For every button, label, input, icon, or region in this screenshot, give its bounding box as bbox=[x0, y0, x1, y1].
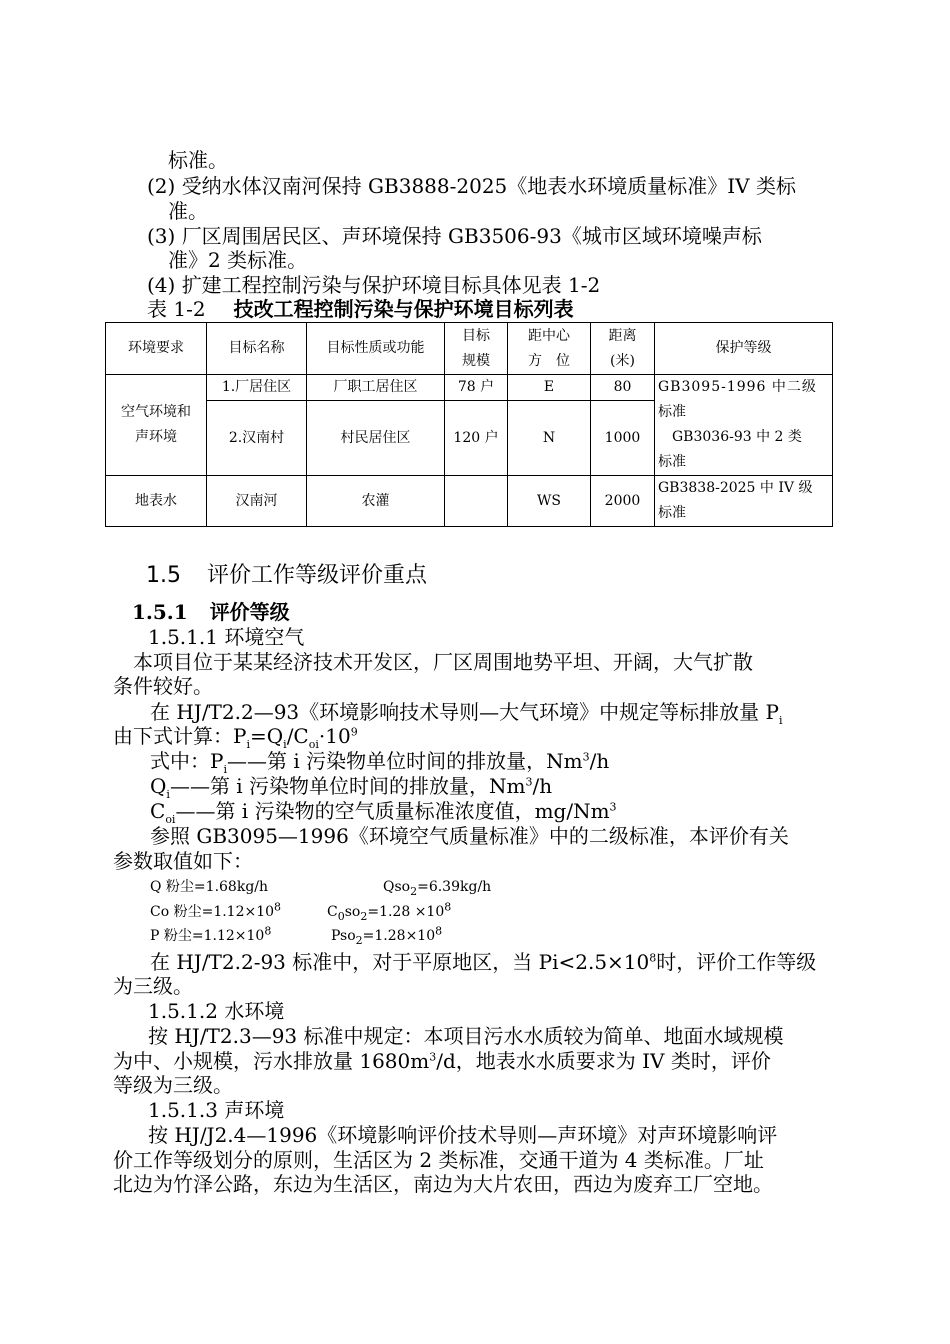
table-number: 表 1-2 bbox=[147, 297, 206, 321]
header-cell: 保护等级 bbox=[655, 323, 833, 375]
body-line: 条件较好。 bbox=[113, 674, 213, 698]
body-line: 按 HJ/J2.4—1996《环境影响评价技术导则—声环境》对声环境影响评 bbox=[148, 1123, 778, 1147]
intro-line: 标准。 bbox=[168, 148, 228, 172]
body-line: 在 HJ/T2.2—93《环境影响技术导则—大气环境》中规定等标排放量 $P_i$ bbox=[150, 700, 783, 727]
subsection-title: 评价等级 bbox=[209, 600, 290, 624]
table-cell: N bbox=[508, 401, 591, 476]
table-cell: 1.厂居住区 bbox=[207, 375, 307, 401]
table-cell: GB3095-1996 中二级 标准 GB3036-93 中 2 类 标准 bbox=[655, 375, 833, 476]
table-cell: E bbox=[508, 375, 591, 401]
table-cell: 78 户 bbox=[445, 375, 508, 401]
table-cell: 空气环境和 声环境 bbox=[106, 375, 207, 476]
formula-definition: $C_{oi}——$第 i 污染物的空气质量标准浓度值，mg/Nm$^3$ bbox=[150, 799, 617, 826]
body-line: 本项目位于某某经济技术开发区，厂区周围地势平坦、开阔，大气扩散 bbox=[133, 650, 753, 674]
section-title: 评价工作等级评价重点 bbox=[207, 563, 428, 588]
table-cell: 厂职工居住区 bbox=[307, 375, 445, 401]
table-cell: 农灌 bbox=[307, 476, 445, 527]
intro-line: 准》2 类标准。 bbox=[168, 248, 308, 272]
table-row bbox=[106, 375, 833, 401]
param-value: Q 粉尘=1.68kg/h bbox=[150, 879, 269, 895]
body-line: 等级为三级。 bbox=[113, 1073, 233, 1097]
intro-line: 准。 bbox=[168, 199, 208, 223]
body-line: 价工作等级划分的原则，生活区为 2 类标准，交通干道为 4 类标准。厂址 bbox=[113, 1148, 764, 1172]
section-heading bbox=[146, 562, 427, 590]
body-line: 在 HJ/T2.2-93 标准中，对于平原地区，当 $Pi<2.5\times 10^8$时，评价工作等级 bbox=[150, 950, 817, 974]
body-line: 参数取值如下： bbox=[113, 849, 253, 873]
header-cell: 距离 (米) bbox=[591, 323, 655, 375]
header-cell: 目标名称 bbox=[207, 323, 307, 375]
formula-definition: 式中：$P_i——$第 i 污染物单位时间的排放量，Nm$^3$/h bbox=[150, 749, 610, 776]
intro-line: (4) 扩建工程控制污染与保护环境目标具体见表 1-2 bbox=[147, 273, 601, 297]
table-cell: GB3838-2025 中 IV 级 标准 bbox=[655, 476, 833, 527]
table-cell: 2000 bbox=[591, 476, 655, 527]
param-value: Co 粉尘$=1.12\times 10^8$ bbox=[150, 900, 282, 920]
header-cell: 环境要求 bbox=[106, 323, 207, 375]
body-line: 参照 GB3095—1996《环境空气质量标准》中的二级标准，本评价有关 bbox=[150, 824, 789, 848]
table-cell: 汉南河 bbox=[207, 476, 307, 527]
subsubsection-heading: 1.5.1.3 声环境 bbox=[148, 1098, 285, 1122]
intro-line: (2) 受纳水体汉南河保持 GB3888-2025《地表水环境质量标准》IV 类标 bbox=[147, 174, 796, 198]
subsection-number: 1.5.1 bbox=[132, 600, 188, 624]
subsection-heading bbox=[132, 600, 290, 624]
formula-line: 由下式计算：$P_i=Q_i/C_{oi}\cdot 10^9$ bbox=[113, 724, 358, 751]
table-cell: 村民居住区 bbox=[307, 401, 445, 476]
body-line: 按 HJ/T2.3—93 标准中规定：本项目污水水质较为简单、地面水域规模 bbox=[148, 1024, 784, 1048]
body-line: 北边为竹泽公路，东边为生活区，南边为大片农田，西边为废弃工厂空地。 bbox=[113, 1172, 773, 1196]
table-cell: WS bbox=[508, 476, 591, 527]
subsubsection-heading: 1.5.1.2 水环境 bbox=[148, 999, 285, 1023]
table-cell: 1000 bbox=[591, 401, 655, 476]
header-cell: 目标 规模 bbox=[445, 323, 508, 375]
param-value: P 粉尘$=1.12\times 10^8$ bbox=[150, 924, 272, 944]
subsubsection-heading: 1.5.1.1 环境空气 bbox=[148, 625, 305, 649]
intro-line: (3) 厂区周围居民区、声环境保持 GB3506-93《城市区域环境噪声标 bbox=[147, 224, 762, 248]
table-cell: 地表水 bbox=[106, 476, 207, 527]
header-cell: 距中心 方 位 bbox=[508, 323, 591, 375]
formula-definition: $Q_i——$第 i 污染物单位时间的排放量，Nm$^3$/h bbox=[150, 774, 553, 801]
param-value: $Pso_2=1.28\times 10^8$ bbox=[331, 924, 443, 947]
param-value: $C_0so_2=1.28 \times 10^8$ bbox=[327, 900, 452, 923]
table-title: 技改工程控制污染与保护环境目标列表 bbox=[233, 297, 574, 321]
protection-target-table bbox=[105, 322, 833, 527]
header-cell: 目标性质或功能 bbox=[307, 323, 445, 375]
table-cell bbox=[445, 476, 508, 527]
table-cell: 80 bbox=[591, 375, 655, 401]
section-number: 1.5 bbox=[146, 563, 181, 588]
table-header-row bbox=[106, 323, 833, 375]
table-cell: 120 户 bbox=[445, 401, 508, 476]
param-value: Qso$_2$=6.39kg/h bbox=[383, 879, 492, 898]
body-line: 为三级。 bbox=[113, 974, 193, 998]
body-line: 为中、小规模，污水排放量 $1680m^3/d$，地表水水质要求为 IV 类时，评价 bbox=[113, 1049, 771, 1073]
table-caption bbox=[147, 297, 574, 321]
table-row bbox=[106, 476, 833, 527]
table-cell: 2.汉南村 bbox=[207, 401, 307, 476]
